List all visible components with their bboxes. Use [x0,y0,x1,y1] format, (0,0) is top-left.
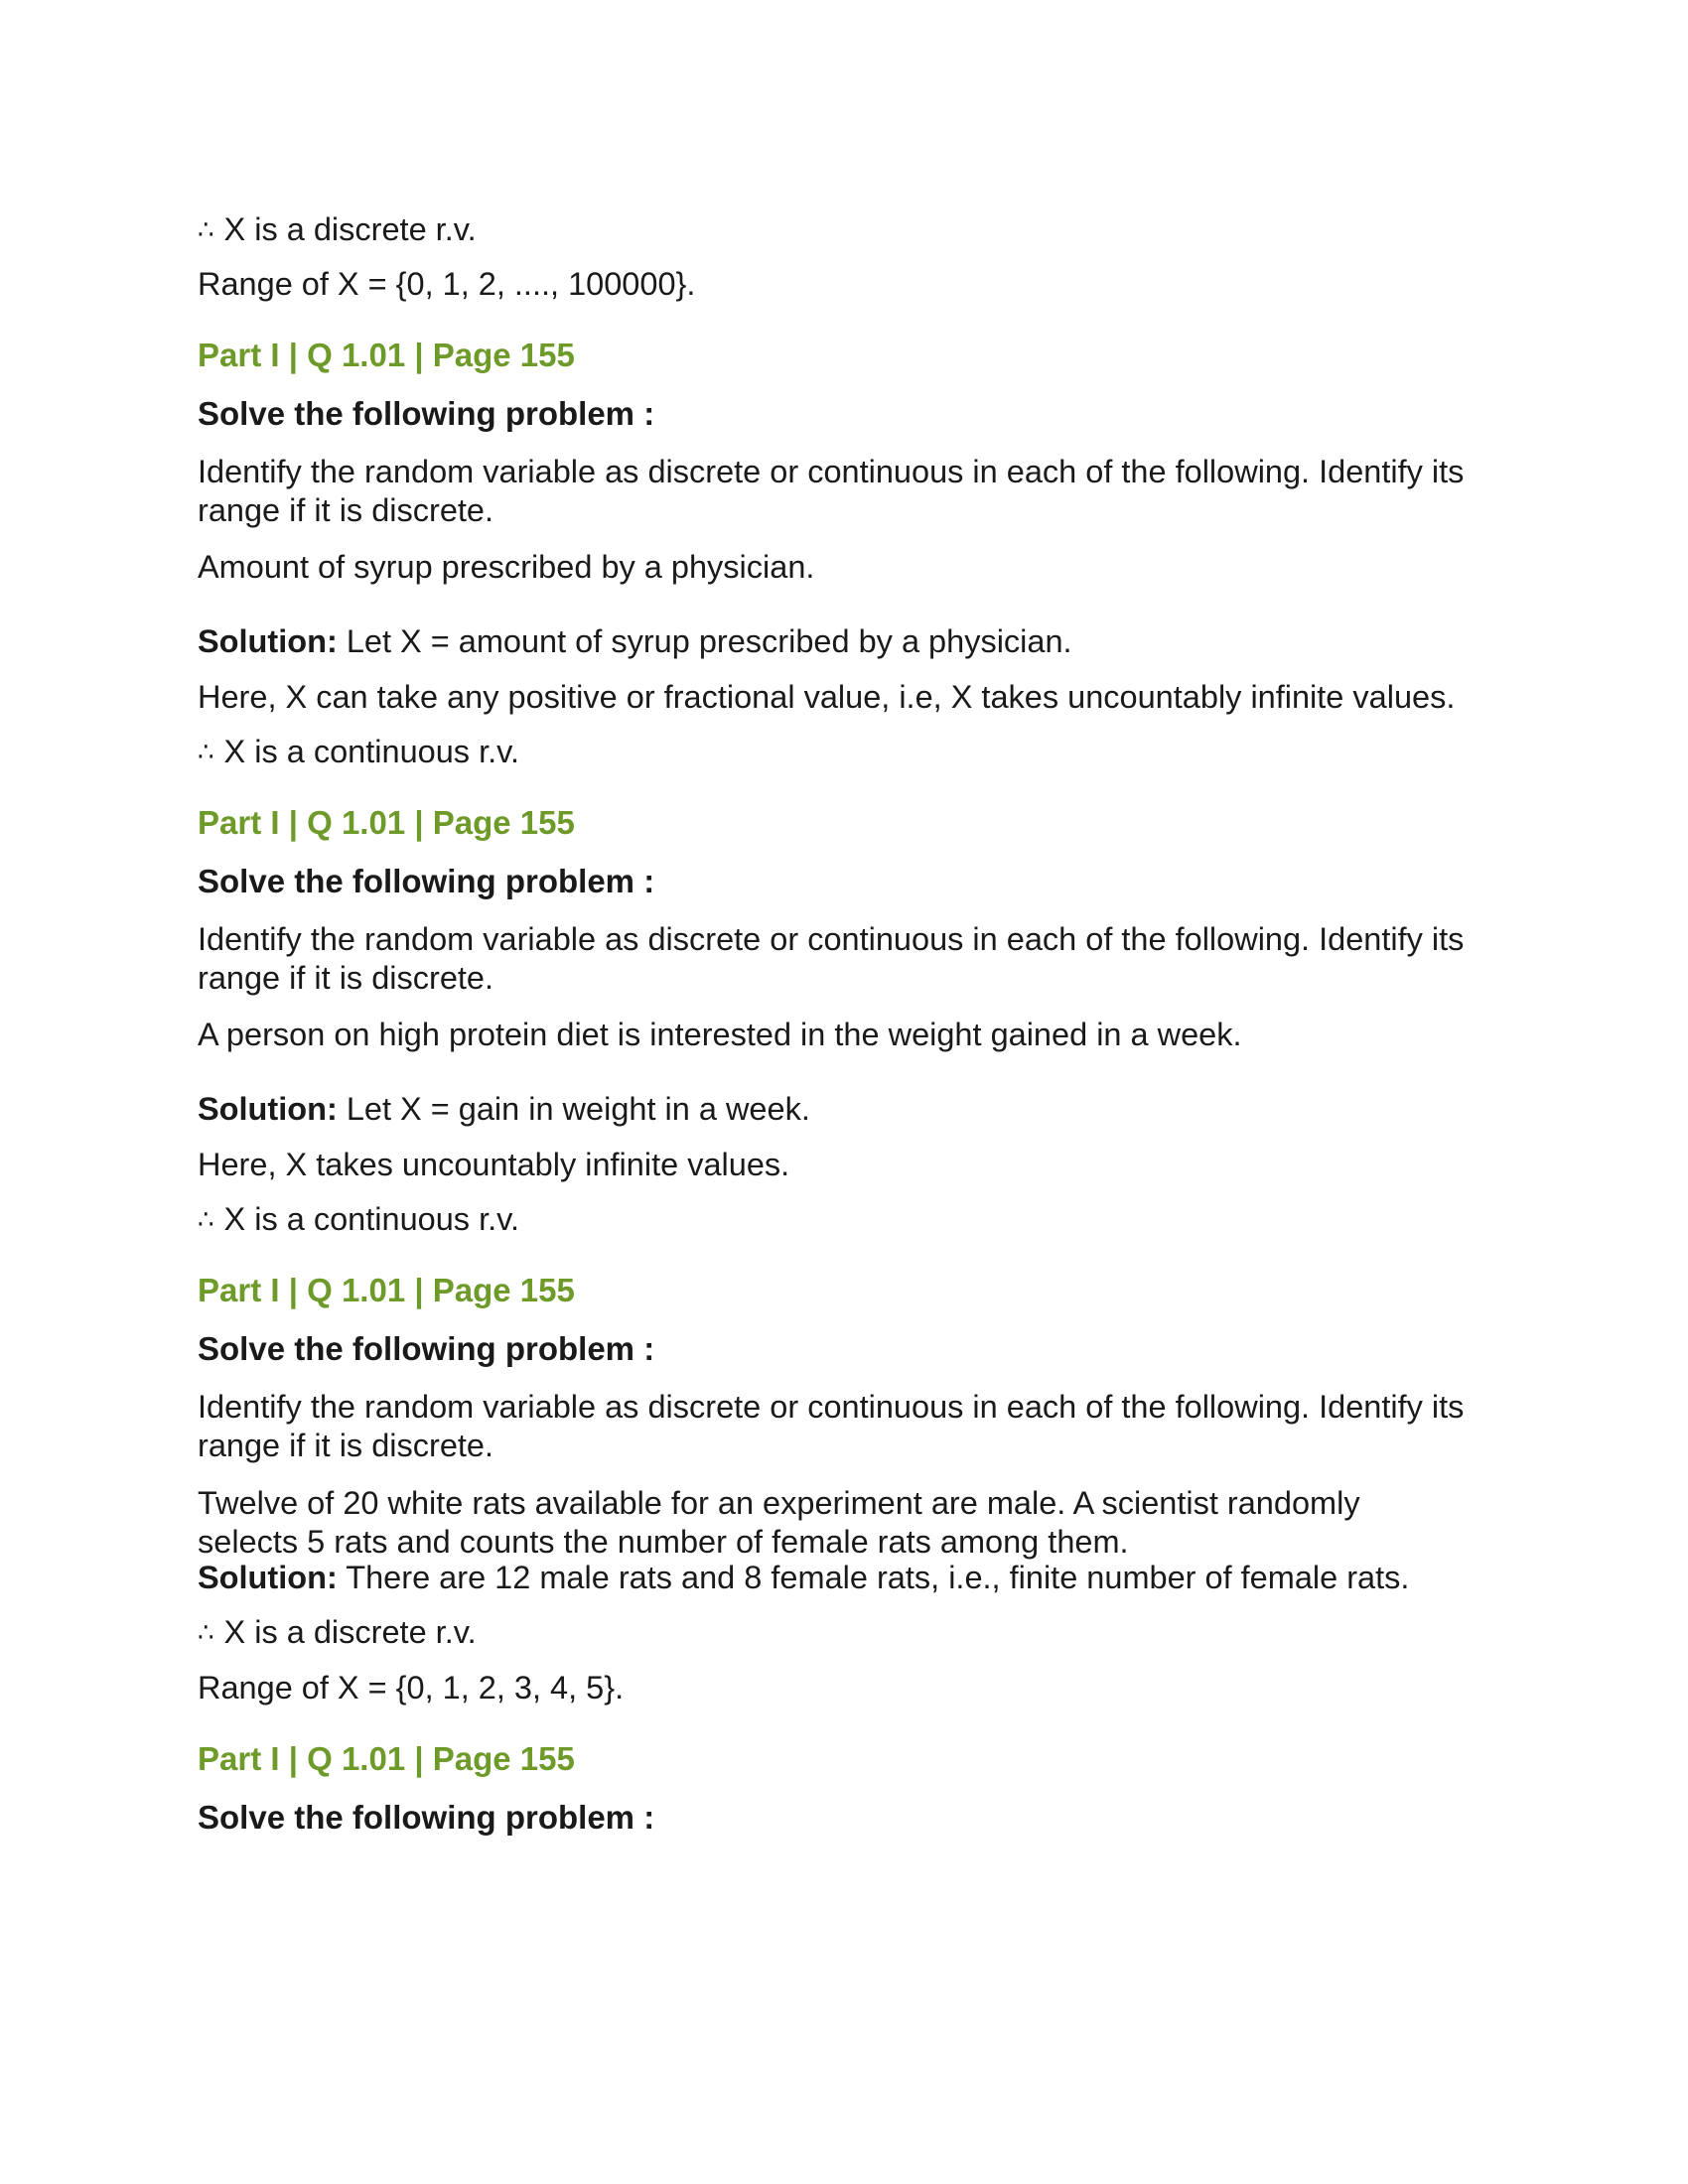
solution-text: Let X = amount of syrup prescribed by a physician. [337,623,1072,659]
intro-range: Range of X = {0, 1, 2, ...., 100000}. [198,266,696,302]
solution-line [198,1559,1548,1597]
solution-text: Let X = gain in weight in a week. [337,1091,810,1127]
question-heading: Part I | Q 1.01 | Page 155 [198,1272,575,1308]
solution-line [198,622,1488,661]
solution-label: Solution: [198,1560,338,1595]
question-problem: Amount of syrup prescribed by a physician. [198,549,815,585]
question-problem: Twelve of 20 white rats available for an experiment are male. A scientist randomly selects 5 rats and counts the number of female rats among them. [198,1485,1360,1560]
solution-range: Range of X = {0, 1, 2, 3, 4, 5}. [198,1670,625,1706]
solution-conclusion: ∴ X is a continuous r.v. [198,734,520,769]
solution-line [198,1090,1488,1129]
solution-conclusion: ∴ X is a continuous r.v. [198,1201,520,1237]
therefore-icon: ∴ [198,737,214,766]
therefore-icon: ∴ [198,214,214,244]
solution-text: There are 12 male rats and 8 female rats, i.e., finite number of female rats. [337,1560,1410,1595]
question-heading: Part I | Q 1.01 | Page 155 [198,337,575,373]
therefore-icon: ∴ [198,1204,214,1234]
question-prompt: Solve the following problem : [198,1799,655,1836]
question-heading: Part I | Q 1.01 | Page 155 [198,804,575,841]
question-instruction: Identify the random variable as discrete or continuous in each of the following. Identify its range if it is discrete. [198,1389,1465,1463]
solution-explanation: Here, X can take any positive or fractional value, i.e, X takes uncountably infinite values. [198,679,1456,715]
question-instruction: Identify the random variable as discrete or continuous in each of the following. Identify its range if it is discrete. [198,921,1465,996]
solution-label: Solution: [198,623,338,659]
intro-conclusion: ∴ X is a discrete r.v. [198,211,477,247]
question-problem: A person on high protein diet is interested in the weight gained in a week. [198,1017,1242,1052]
therefore-icon: ∴ [198,1617,214,1647]
question-prompt: Solve the following problem : [198,1330,655,1367]
question-heading: Part I | Q 1.01 | Page 155 [198,1740,575,1777]
solution-conclusion: ∴ X is a discrete r.v. [198,1614,477,1650]
question-instruction: Identify the random variable as discrete or continuous in each of the following. Identify its range if it is discrete. [198,454,1465,528]
solution-label: Solution: [198,1091,338,1127]
solution-explanation: Here, X takes uncountably infinite values. [198,1147,790,1182]
question-prompt: Solve the following problem : [198,395,655,432]
question-prompt: Solve the following problem : [198,863,655,899]
